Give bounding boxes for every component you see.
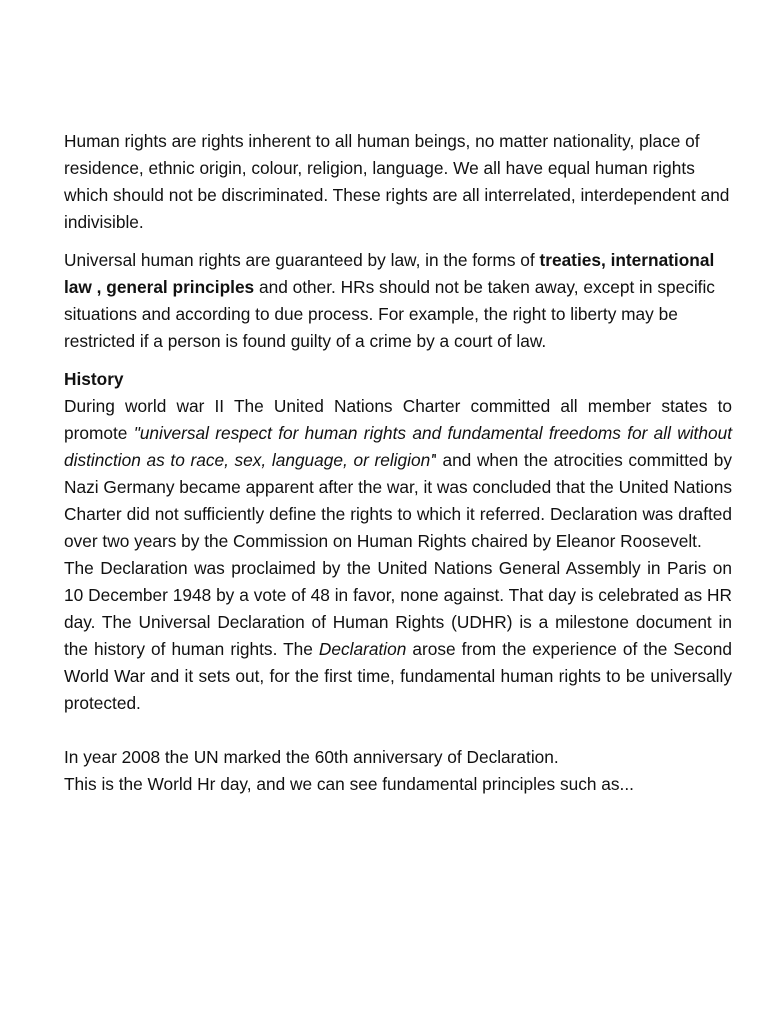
document-page xyxy=(64,128,732,798)
declaration-text-end: arose from the experience of the Second World War and it sets out, for the first time, fundamental human rights to be universally protected. xyxy=(64,639,732,713)
hr-day-line: This is the World Hr day, and we can see fundamental principles such as... xyxy=(64,774,634,794)
charter-text-start: During world war II The United Nations Charter committed all member states to promote xyxy=(64,396,732,443)
declaration-italic-word: Declaration xyxy=(318,639,407,659)
intro-paragraph: Human rights are rights inherent to all human beings, no matter nationality, place of residence, ethnic origin, colour, religion, language. We all have equal human rights which should not be discriminated. These rights are all interrelated, interdependent and indivisible. xyxy=(64,131,730,232)
charter-quote: "universal respect for human rights and fundamental freedoms for all without distinction as to race, sex, language, or religion' xyxy=(64,423,732,470)
law-paragraph xyxy=(64,247,732,355)
history-heading: History xyxy=(64,369,124,389)
law-paragraph-bold-terms: treaties, international law , general principles xyxy=(64,250,715,297)
blank-line xyxy=(64,717,732,744)
law-paragraph-text-start: Universal human rights are guaranteed by law, in the forms of xyxy=(64,250,540,270)
charter-text-end: ' and when the atrocities committed by Nazi Germany became apparent after the war, it was concluded that the United Nations Charter did not sufficiently define the rights to which it referred. Declaration was drafted over two years by the Commission on Human Rights chaired by Eleanor Roosevelt. xyxy=(64,450,732,551)
law-paragraph-text-end: and other. HRs should not be taken away, except in specific situations and according to due process. For example, the right to liberty may be restricted if a person is found guilty of a crime by a court of law. xyxy=(64,277,715,351)
history-paragraph-declaration xyxy=(64,555,732,717)
declaration-text-start: The Declaration was proclaimed by the United Nations General Assembly in Paris on 10 December 1948 by a vote of 48 in favor, none against. That day is celebrated as HR day. The Universal Declaration of Human Rights (UDHR) is a milestone document in the history of human rights. The xyxy=(64,558,732,659)
history-paragraph-charter xyxy=(64,393,732,555)
anniversary-line: In year 2008 the UN marked the 60th anniversary of Declaration. xyxy=(64,747,559,767)
